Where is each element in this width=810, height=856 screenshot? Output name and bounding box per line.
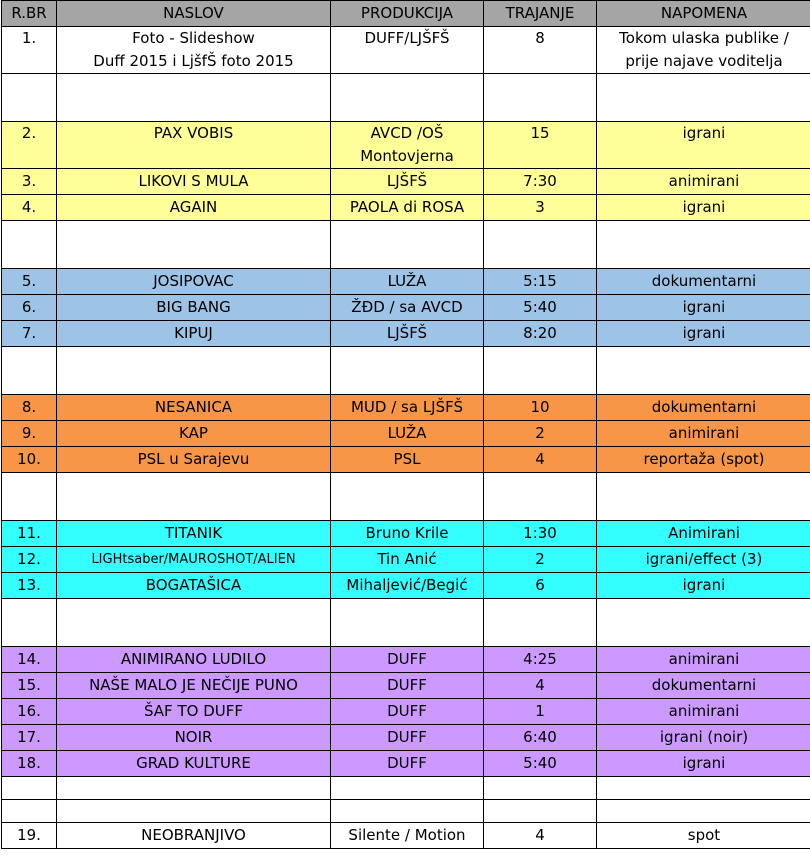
table-row [2,573,810,599]
cell-line: igrani [682,298,726,316]
cell-rbr [2,647,57,673]
cell-naslov [57,269,331,295]
cell-rbr [2,395,57,421]
cell-napomena [597,751,810,777]
table-row [2,725,810,751]
cell-line: 8 [535,29,545,47]
spacer-row [2,74,810,122]
cell-line: AVCD /OŠ [370,124,444,142]
cell-line: DUFF [387,702,427,720]
cell-trajanje [484,725,597,751]
cell-napomena [597,27,810,74]
cell-line: 4 [535,450,545,468]
cell-produkcija [331,27,484,74]
cell-trajanje [484,823,597,849]
cell-line: 1:30 [523,524,557,542]
cell-line: 6 [535,576,545,594]
cell-naslov [57,751,331,777]
header-row [2,1,810,27]
cell-rbr [2,725,57,751]
cell-line: dokumentarni [651,676,757,694]
cell-line: ŠAF TO DUFF [144,702,243,720]
cell-line: dokumentarni [651,398,757,416]
cell-trajanje [484,122,597,169]
cell-rbr [2,823,57,849]
empty-cell [2,777,57,800]
empty-cell [597,473,810,521]
cell-naslov [57,447,331,473]
cell-line: 15. [17,676,41,694]
cell-line: 4 [535,676,545,694]
cell-produkcija [331,122,484,169]
table-row [2,195,810,221]
cell-line: NESANICA [154,398,233,416]
cell-napomena [597,699,810,725]
cell-line: dokumentarni [651,272,757,290]
cell-produkcija [331,725,484,751]
cell-naslov [57,725,331,751]
cell-produkcija [331,751,484,777]
cell-line: 4:25 [523,650,557,668]
cell-produkcija [331,699,484,725]
cell-produkcija [331,673,484,699]
cell-line [3,50,55,73]
cell-naslov [57,295,331,321]
cell-line: PAX VOBIS [153,124,234,142]
cell-line: igrani (noir) [659,728,749,746]
table-row [2,699,810,725]
cell-line: ANIMIRANO LUDILO [120,650,267,668]
cell-napomena [597,269,810,295]
cell-rbr [2,269,57,295]
cell-line: animirani [668,424,740,442]
cell-line: DUFF [387,754,427,772]
empty-cell [2,347,57,395]
spacer-row [2,347,810,395]
cell-naslov [57,421,331,447]
cell-line: 7:30 [523,172,557,190]
cell-napomena [597,647,810,673]
empty-cell [57,74,331,122]
table-row [2,395,810,421]
cell-line: 13. [17,576,41,594]
cell-napomena [597,169,810,195]
cell-trajanje [484,395,597,421]
empty-cell [331,800,484,823]
cell-naslov [57,169,331,195]
cell-line: TITANIK [164,524,223,542]
cell-trajanje [484,573,597,599]
table-row [2,269,810,295]
cell-line: NAŠE MALO JE NEČIJE PUNO [89,676,298,694]
cell-line [3,145,55,168]
cell-line: 6:40 [523,728,557,746]
cell-line: DUFF [387,650,427,668]
cell-naslov [57,195,331,221]
cell-line: BIG BANG [156,298,231,316]
cell-line: NEOBRANJIVO [141,826,246,844]
table-row [2,647,810,673]
cell-line: igrani/effect (3) [645,550,763,568]
cell-line: 12. [17,550,41,568]
cell-line: 6. [21,298,37,316]
cell-naslov [57,27,331,74]
cell-line: igrani [682,576,726,594]
table-row [2,447,810,473]
empty-cell [2,74,57,122]
cell-line: AGAIN [169,198,218,216]
cell-line: Foto - Slideshow [132,29,255,47]
table-row [2,295,810,321]
cell-trajanje [484,673,597,699]
empty-cell [57,221,331,269]
cell-naslov [57,647,331,673]
empty-cell [2,800,57,823]
cell-napomena [597,395,810,421]
cell-rbr [2,195,57,221]
cell-line: 4. [21,198,37,216]
cell-produkcija [331,647,484,673]
cell-napomena [597,673,810,699]
cell-trajanje [484,27,597,74]
table-row [2,321,810,347]
cell-trajanje [484,295,597,321]
cell-produkcija [331,321,484,347]
empty-cell [484,800,597,823]
cell-rbr [2,521,57,547]
cell-line: 7. [21,324,37,342]
header-rbr: R.BR [2,1,57,27]
cell-napomena [597,573,810,599]
cell-line [332,50,482,73]
empty-cell [484,74,597,122]
cell-line: PSL [393,450,421,468]
cell-produkcija [331,295,484,321]
cell-line: LUŽA [387,272,427,290]
cell-line: animirani [668,650,740,668]
empty-cell [57,473,331,521]
program-table [1,0,810,849]
cell-napomena [597,547,810,573]
empty-cell [331,473,484,521]
header-produkcija: PRODUKCIJA [331,1,484,27]
empty-cell [331,599,484,647]
cell-line: igrani [682,754,726,772]
cell-line [598,145,810,168]
cell-produkcija [331,195,484,221]
cell-napomena [597,295,810,321]
cell-line: igrani [682,324,726,342]
cell-line: 5. [21,272,37,290]
cell-trajanje [484,321,597,347]
cell-line: prije najave voditelja [625,52,783,70]
cell-line: 1 [535,702,545,720]
cell-naslov [57,321,331,347]
cell-line: Tokom ulaska publike / [619,29,789,47]
cell-line: animirani [668,172,740,190]
cell-line: 19. [17,826,41,844]
cell-line [58,145,329,168]
cell-line [485,145,595,168]
cell-napomena [597,725,810,751]
cell-produkcija [331,823,484,849]
empty-cell [484,221,597,269]
cell-line: 10. [17,450,41,468]
cell-line: LJŠFŠ [386,172,428,190]
cell-line: reportaža (spot) [643,450,765,468]
cell-line: LIGHtsaber/MAUROSHOT/ALIEN [91,552,296,567]
cell-naslov [57,122,331,169]
empty-cell [331,777,484,800]
cell-naslov [57,673,331,699]
header-trajanje: TRAJANJE [484,1,597,27]
cell-napomena [597,122,810,169]
cell-naslov [57,521,331,547]
cell-produkcija [331,547,484,573]
cell-line: LIKOVI S MULA [138,172,249,190]
cell-line: 3 [535,198,545,216]
cell-napomena [597,421,810,447]
cell-trajanje [484,421,597,447]
cell-line: Bruno Krile [365,524,449,542]
empty-cell [57,347,331,395]
empty-cell [597,221,810,269]
table-row [2,521,810,547]
cell-napomena [597,447,810,473]
cell-produkcija [331,421,484,447]
cell-line: MUD / sa LJŠFŠ [350,398,464,416]
cell-line: 2 [535,424,545,442]
cell-produkcija [331,169,484,195]
cell-line: DUFF [387,676,427,694]
empty-cell [484,599,597,647]
table-row [2,421,810,447]
table-row [2,169,810,195]
cell-rbr [2,751,57,777]
cell-produkcija [331,573,484,599]
cell-line: 8:20 [523,324,557,342]
cell-rbr [2,122,57,169]
cell-line: 10 [530,398,550,416]
cell-line: JOSIPOVAC [153,272,234,290]
cell-line: 8. [21,398,37,416]
spacer-row [2,800,810,823]
cell-line: 5:15 [523,272,557,290]
header-napomena: NAPOMENA [597,1,810,27]
cell-line: DUFF [387,728,427,746]
cell-trajanje [484,169,597,195]
cell-line: 5:40 [523,298,557,316]
cell-trajanje [484,647,597,673]
cell-trajanje [484,699,597,725]
cell-line: 14. [17,650,41,668]
cell-line: PAOLA di ROSA [349,198,465,216]
cell-line: 2. [21,124,37,142]
cell-line: Animirani [668,524,740,542]
cell-rbr [2,169,57,195]
cell-trajanje [484,269,597,295]
empty-cell [57,599,331,647]
cell-line: KAP [179,424,208,442]
cell-line: 16. [17,702,41,720]
cell-line: 11. [17,524,41,542]
cell-line: ŽĐD / sa AVCD [351,298,463,316]
cell-line: 17. [17,728,41,746]
cell-napomena [597,521,810,547]
cell-rbr [2,321,57,347]
cell-napomena [597,321,810,347]
cell-napomena [597,823,810,849]
cell-produkcija [331,269,484,295]
cell-produkcija [331,521,484,547]
cell-rbr [2,447,57,473]
table-row [2,673,810,699]
header-naslov: NASLOV [57,1,331,27]
cell-rbr [2,295,57,321]
cell-line: Mihaljević/Begić [346,576,468,594]
cell-trajanje [484,447,597,473]
table-row [2,751,810,777]
cell-rbr [2,27,57,74]
table-row [2,547,810,573]
cell-line: BOGATAŠICA [145,576,242,594]
cell-line: LJŠFŠ [386,324,428,342]
cell-line: Duff 2015 i LjšfŠ foto 2015 [93,52,294,70]
cell-line: KIPUJ [174,324,213,342]
empty-cell [597,800,810,823]
empty-cell [57,777,331,800]
cell-naslov [57,395,331,421]
cell-line: Tin Anić [377,550,437,568]
table-row [2,27,810,74]
cell-line [485,50,595,73]
table-body [2,27,810,849]
table-row [2,823,810,849]
cell-produkcija [331,447,484,473]
empty-cell [597,347,810,395]
cell-line: Montovjerna [360,147,454,165]
cell-naslov [57,547,331,573]
cell-line: 4 [535,826,545,844]
cell-line: animirani [668,702,740,720]
spacer-row [2,221,810,269]
cell-line: DUFF/LJŠFŠ [364,29,450,47]
cell-line: GRAD KULTURE [136,754,251,772]
cell-trajanje [484,751,597,777]
cell-line: igrani [682,198,726,216]
table-row [2,122,810,169]
cell-rbr [2,547,57,573]
cell-rbr [2,421,57,447]
empty-cell [484,347,597,395]
cell-trajanje [484,521,597,547]
cell-rbr [2,573,57,599]
empty-cell [331,347,484,395]
cell-trajanje [484,195,597,221]
cell-naslov [57,823,331,849]
cell-naslov [57,573,331,599]
empty-cell [597,599,810,647]
empty-cell [484,777,597,800]
cell-line: 2 [535,550,545,568]
cell-line: NOIR [174,728,213,746]
cell-line: 5:40 [523,754,557,772]
empty-cell [331,221,484,269]
cell-line: igrani [682,124,726,142]
spacer-row [2,777,810,800]
empty-cell [484,473,597,521]
empty-cell [2,221,57,269]
spacer-row [2,473,810,521]
cell-produkcija [331,395,484,421]
cell-line: 9. [21,424,37,442]
cell-line: Silente / Motion [348,826,466,844]
empty-cell [597,777,810,800]
cell-line: 1. [21,29,37,47]
empty-cell [331,74,484,122]
cell-line: spot [687,826,721,844]
cell-rbr [2,699,57,725]
cell-line: 3. [21,172,37,190]
cell-rbr [2,673,57,699]
cell-line: 18. [17,754,41,772]
cell-naslov [57,699,331,725]
cell-line: PSL u Sarajevu [137,450,250,468]
empty-cell [597,74,810,122]
empty-cell [2,599,57,647]
cell-napomena [597,195,810,221]
cell-line: LUŽA [387,424,427,442]
cell-trajanje [484,547,597,573]
cell-line: 15 [530,124,550,142]
empty-cell [57,800,331,823]
empty-cell [2,473,57,521]
spacer-row [2,599,810,647]
